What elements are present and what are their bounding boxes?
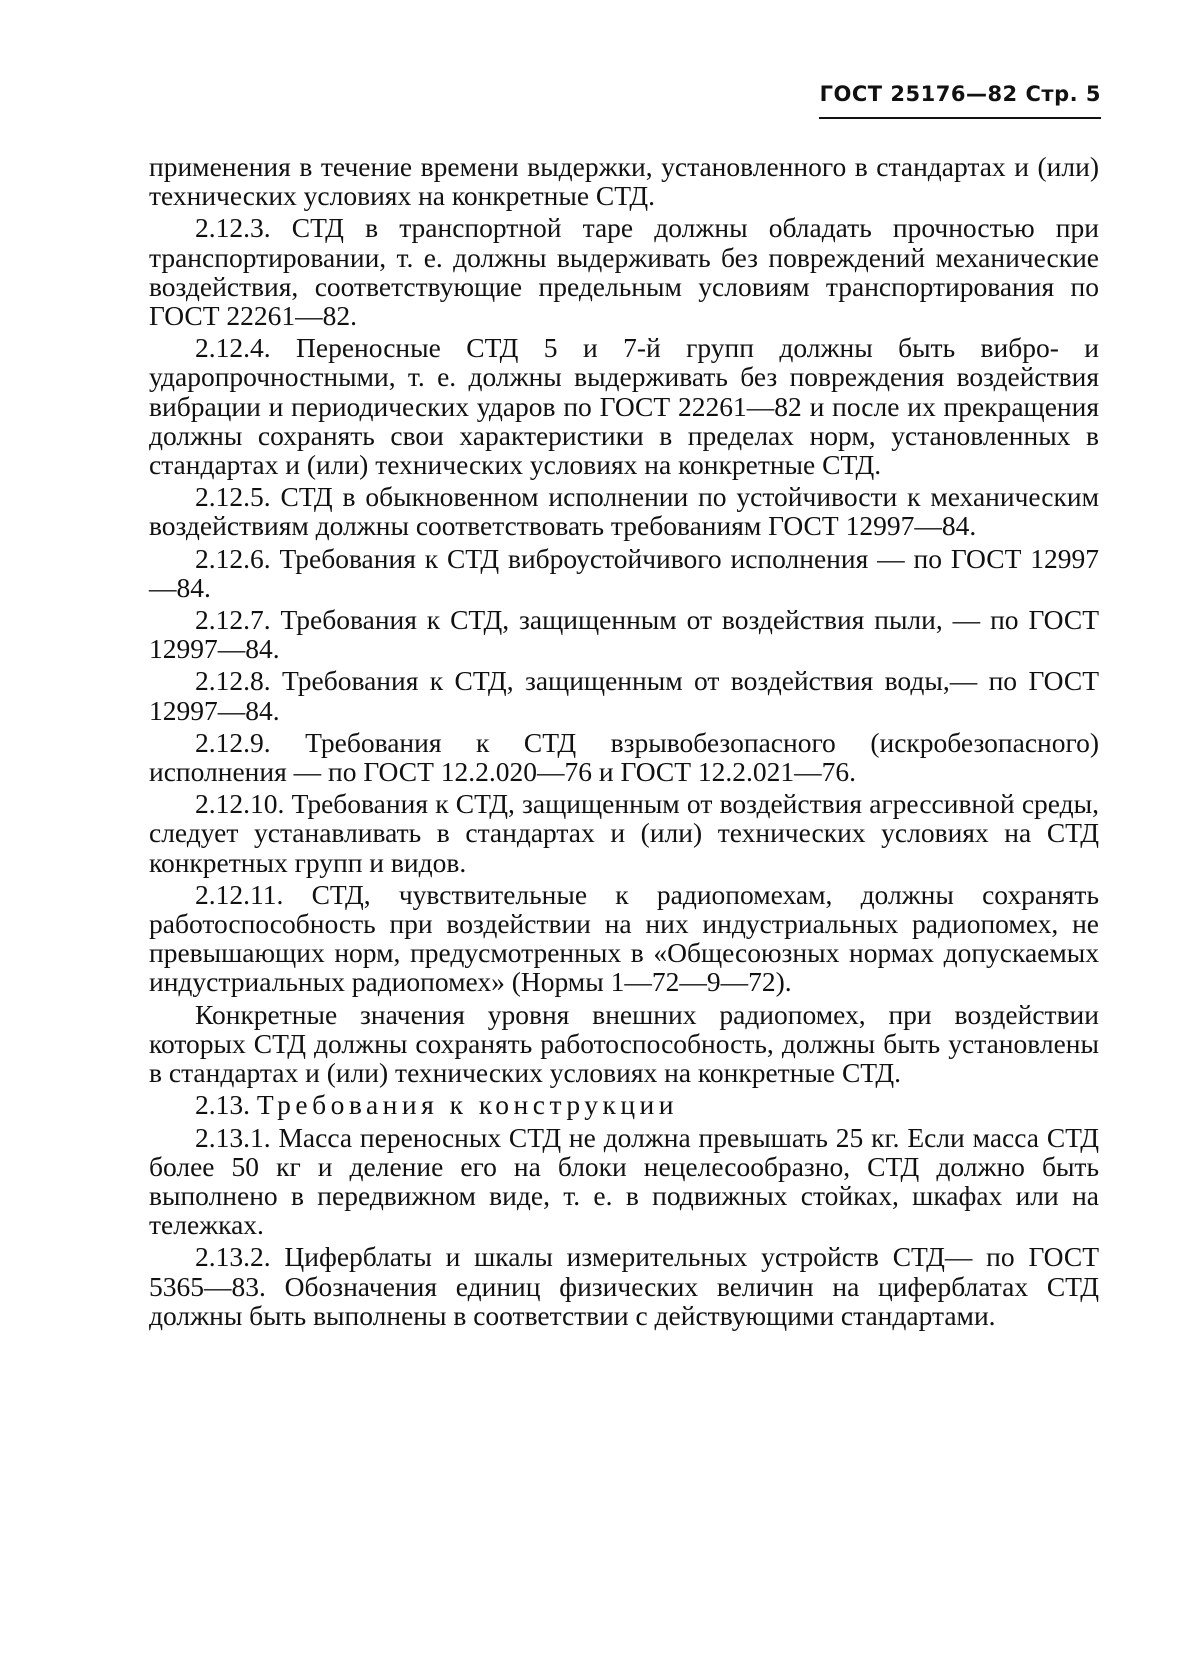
paragraph-2-12-9: 2.12.9. Требования к СТД взрывобезопасного (искробезопасного) исполнения — по ГОСТ 12.2.020—76 и ГОСТ 12.2.021—76. <box>149 726 1099 788</box>
section-heading-2-13 <box>149 1090 1099 1119</box>
header-rule <box>819 117 1101 119</box>
paragraph-2-12-8: 2.12.8. Требования к СТД, защищенным от воздействия воды,— по ГОСТ 12997—84. <box>149 665 1099 726</box>
paragraph-2-12-6: 2.12.6. Требования к СТД виброустойчивого исполнения — по ГОСТ 12997—84. <box>149 542 1099 603</box>
paragraph-2-13-2: 2.13.2. Циферблаты и шкалы измерительных устройств СТД— по ГОСТ 5365—83. Обозначения единиц физических величин на циферблатах СТД должны быть выполнены в соответствии с действующими стандартами. <box>149 1241 1099 1331</box>
paragraph-continuation: применения в течение времени выдержки, установленного в стандартах и (или) технических условиях на конкретные СТД. <box>149 151 1099 212</box>
paragraph-2-12-11: 2.12.11. СТД, чувствительные к радиопомехам, должны сохранять работоспособность при воздействии на них индустриальных радиопомех, не превышающих норм, предусмотренных в «Общесоюзных нормах допускаемых индустриальных радиопомех» (Нормы 1—72—9—72). <box>149 878 1099 998</box>
section-number: 2.13. <box>195 1089 250 1121</box>
paragraph-2-13-1: 2.13.1. Масса переносных СТД не должна превышать 25 кг. Если масса СТД более 50 кг и деление его на блоки нецелесообразно, СТД должно быть выполнено в передвижном виде, т. е. в подвижных стойках, шкафах или на тележках. <box>149 1121 1099 1241</box>
paragraph-2-12-5: 2.12.5. СТД в обыкновенном исполнении по устойчивости к механическим воздействиям должны соответствовать требованиям ГОСТ 12997—84. <box>149 481 1099 542</box>
paragraph-2-12-7: 2.12.7. Требования к СТД, защищенным от воздействия пыли, — по ГОСТ 12997—84. <box>149 604 1099 665</box>
section-title: Требования к конструкции <box>256 1089 678 1121</box>
page-header: ГОСТ 25176—82 Стр. 5 <box>819 82 1101 106</box>
paragraph-2-12-4: 2.12.4. Переносные СТД 5 и 7-й групп должны быть вибро- и ударопрочностными, т. е. должны выдерживать без повреждения воздействия вибрации и периодических ударов по ГОСТ 22261—82 и после их прекращения должны сохранять свои характеристики в пределах норм, установленных в стандартах и (или) технических условиях на конкретные СТД. <box>149 332 1099 481</box>
paragraph-2-12-3: 2.12.3. СТД в транспортной таре должны обладать прочностью при транспортировании, т. е. должны выдерживать без повреждений механические воздействия, соответствующие предельным условиям транспортирования по ГОСТ 22261—82. <box>149 212 1099 332</box>
document-body <box>149 152 1099 1333</box>
paragraph-2-12-10: 2.12.10. Требования к СТД, защищенным от воздействия агрессивной среды, следует устанавливать в стандартах и (или) технических условиях на СТД конкретных групп и видов. <box>149 788 1099 878</box>
paragraph-radio-interference: Конкретные значения уровня внешних радиопомех, при воздействии которых СТД должны сохранять работоспособность, должны быть установлены в стандартах и (или) технических условиях на конкретные СТД. <box>149 998 1099 1089</box>
